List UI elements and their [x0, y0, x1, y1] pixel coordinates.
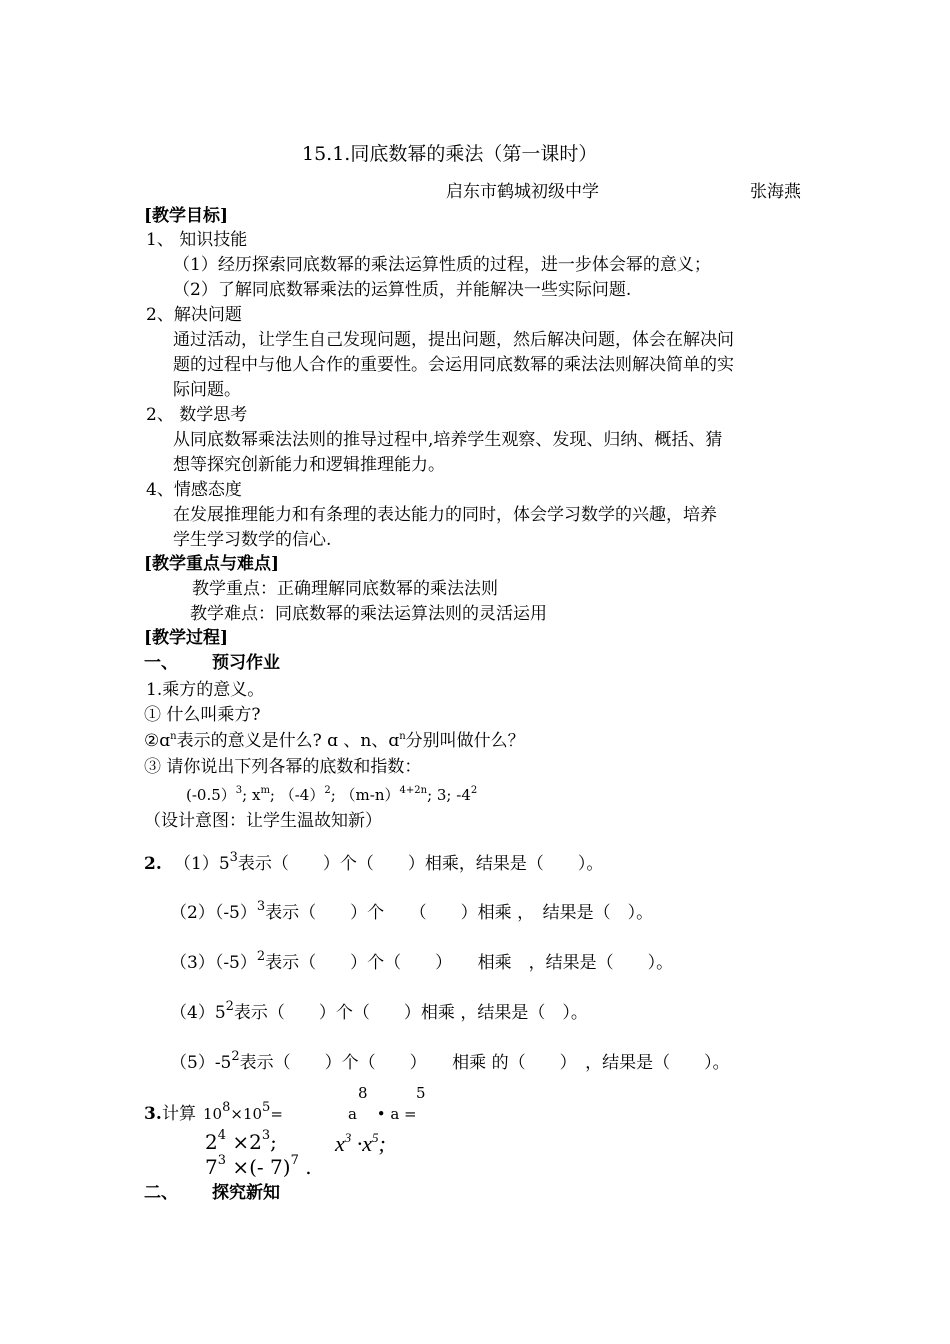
- question-2-2: $(2)(-5)^3$表示（ ）个 （ ）相乘 ， 结果是（ ）。: [170, 899, 654, 923]
- part-1-number: 一、: [144, 653, 178, 673]
- goal-3b: 想等探究创新能力和逻辑推理能力。: [173, 455, 445, 475]
- goals-heading: [教学目标]: [144, 206, 229, 226]
- question-2-5: $(5)-5^2$表示（ ）个（ ） 相乘 的（ ） ，结果是（ ）。: [170, 1049, 730, 1073]
- goal-4: 4、情感态度: [146, 480, 242, 500]
- question-1-item-1: ① 什么叫乘方?: [144, 705, 261, 725]
- process-heading: [教学过程]: [144, 628, 229, 648]
- part-1-title: 预习作业: [212, 653, 280, 673]
- part-2-title: 探究新知: [212, 1183, 280, 1203]
- goal-1b: （2）了解同底数幂乘法的运算性质，并能解决一些实际问题.: [173, 280, 632, 300]
- exponent-8: 8: [358, 1084, 368, 1102]
- question-2-4: $(4)5^2$表示（ ）个（ ）相乘 ，结果是（ ）。: [170, 999, 588, 1023]
- question-2-number: 2.: [144, 854, 162, 874]
- goal-3a: 从同底数幂乘法法则的推导过程中,培养学生观察、发现、归纳、概括、猜: [173, 430, 723, 450]
- question-1: 1.乘方的意义。: [146, 680, 265, 700]
- goal-2c: 际问题。: [173, 380, 241, 400]
- part-2-number: 二、: [144, 1183, 178, 1203]
- question-3-number: 3.: [144, 1104, 162, 1124]
- author-name: 张海燕: [750, 182, 801, 202]
- key-point: 教学重点：正确理解同底数幂的乘法法则: [192, 579, 498, 599]
- expression-2-4-times-2-3: $2^4 \times 2^3$;: [205, 1128, 277, 1154]
- expression-x3-dot-x5: $x^3 \cdot x^5$;: [335, 1130, 386, 1156]
- goal-3: 2、 数学思考: [146, 405, 248, 425]
- goal-4a: 在发展推理能力和有条理的表达能力的同时，体会学习数学的兴趣，培养: [173, 505, 717, 525]
- goal-2b: 题的过程中与他人合作的重要性。会运用同底数幂的乘法法则解决简单的实: [173, 355, 734, 375]
- goal-4b: 学生学习数学的信心.: [173, 530, 332, 550]
- question-1-item-3: ③ 请你说出下列各幂的底数和指数：: [144, 757, 422, 777]
- question-2-3: $(3)(-5)^2$表示（ ）个（ ） 相乘 ，结果是（ ）。: [170, 949, 674, 973]
- key-heading: [教学重点与难点]: [144, 554, 280, 574]
- expression-10-8-times-10-5: 108×105=: [203, 1100, 283, 1123]
- powers-list: (-0.5）$^3$; $x^m$; $(-4)^2$; $(m-n)^{4+2n}$; 3; $-4^2$: [186, 785, 478, 804]
- page-title: 15.1.同底数幂的乘法（第一课时）: [302, 143, 598, 165]
- school-name: 启东市鹤城初级中学: [446, 182, 599, 202]
- exponent-5: 5: [416, 1084, 426, 1102]
- goal-2: 2、解决问题: [146, 305, 242, 325]
- goal-1a: （1）经历探索同底数幂的乘法运算性质的过程，进一步体会幂的意义；: [173, 255, 711, 275]
- question-2-1: $(1)5^3$表示（ ）个（ ）相乘，结果是（ ）。: [174, 850, 604, 874]
- design-intent: （设计意图：让学生温故知新）: [144, 811, 382, 831]
- question-3-label: 计算: [162, 1104, 196, 1124]
- goal-2a: 通过活动，让学生自己发现问题，提出问题，然后解决问题，体会在解决问: [173, 330, 734, 350]
- goal-1: 1、 知识技能: [146, 230, 248, 250]
- question-1-item-2: ②ɑ$^n$表示的意义是什么? ɑ 、n、ɑ$^n$分别叫做什么？: [144, 731, 525, 751]
- expression-a8-dot-a5: a • a =: [348, 1105, 417, 1123]
- expression-7-3-times-neg7-7: $7^3$ ×(- 7)$^7$ .: [205, 1153, 312, 1179]
- difficult-point: 教学难点：同底数幂的乘法运算法则的灵活运用: [190, 604, 547, 624]
